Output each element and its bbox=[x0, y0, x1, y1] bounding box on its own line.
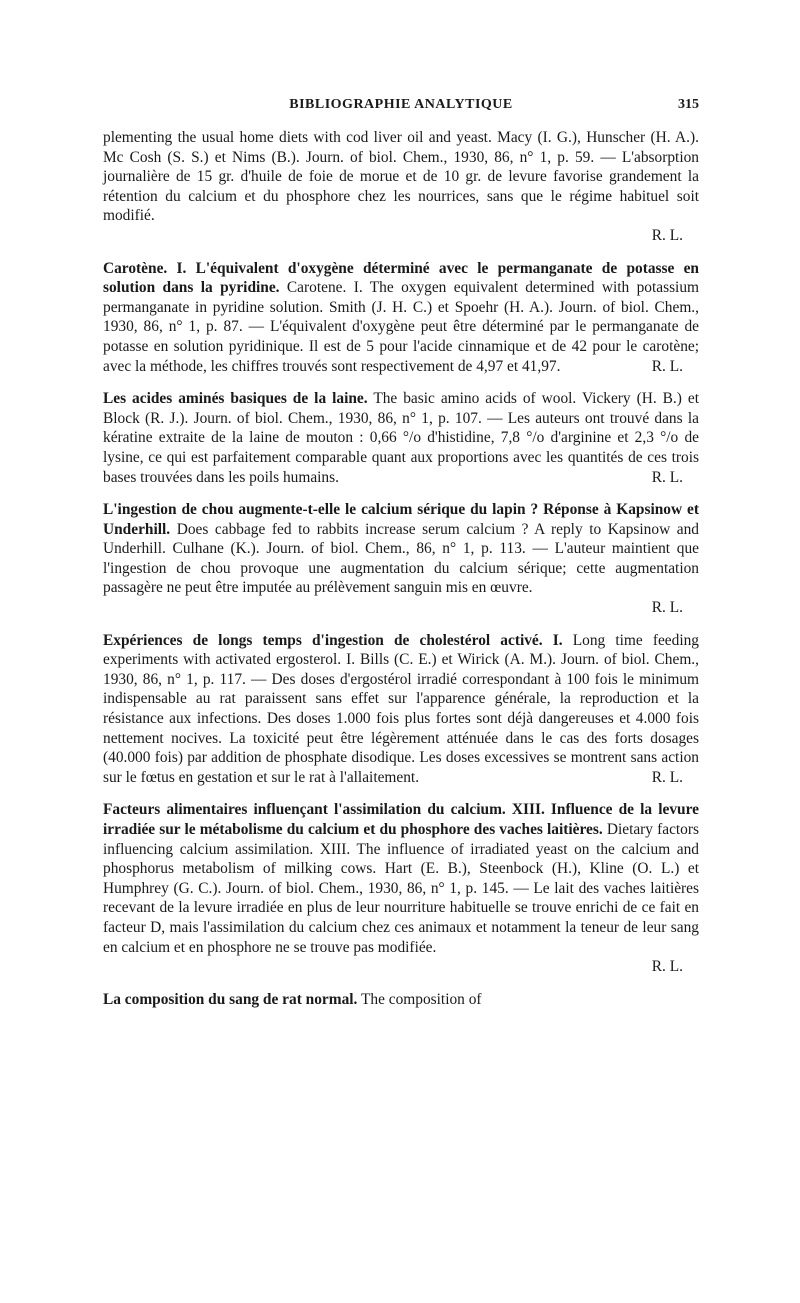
abstract-title: Les acides aminés basiques de la laine. bbox=[103, 390, 368, 408]
abstract-text bbox=[103, 631, 699, 788]
abstract-text bbox=[103, 128, 699, 226]
abstract-signature: R. L. bbox=[651, 226, 683, 244]
page-number: 315 bbox=[678, 97, 699, 112]
abstract-title: La composition du sang de rat normal. bbox=[103, 990, 358, 1008]
abstract-signature: R. L. bbox=[651, 468, 683, 486]
abstract-entry bbox=[103, 500, 699, 618]
abstract-signature: R. L. bbox=[651, 768, 683, 786]
abstract-entry bbox=[103, 800, 699, 976]
abstract-signature: R. L. bbox=[651, 958, 683, 976]
abstract-entry bbox=[103, 389, 699, 487]
abstract-entry bbox=[103, 631, 699, 788]
abstract-body: The composition of bbox=[360, 990, 482, 1008]
abstract-text bbox=[103, 259, 699, 377]
page-header bbox=[103, 95, 699, 119]
abstract-entry bbox=[103, 128, 699, 246]
abstract-title: Carotène. I. L'équivalent d'oxygène déterminé avec le permanganate de potasse en solution dans la pyridine. bbox=[103, 259, 699, 297]
abstract-entry bbox=[103, 990, 699, 1010]
page-body bbox=[103, 128, 699, 1022]
abstract-title: L'ingestion de chou augmente-t-elle le calcium sérique du lapin ? Réponse à Kapsinow et Underhill. bbox=[103, 501, 699, 538]
abstract-body: Dietary factors influencing calcium assimilation. XIII. The influence of irradiated yeast on the calcium and phosphorus metabolism of milking cows. Hart (E. B.), Steenbock (H.), Kline (O. L.) et Humphrey (G. C.). Journ. of biol. Chem., 1930, 86, n° 1, p. 145. — Le lait des vaches laitières recevant de la levure irradiée en plus de leur nourriture habituelle se trouve enrichi de ce fait en facteur D, mais l'assimilation du calcium chez ces animaux et notamment la teneur de leur sang en calcium et en phosphore ne se trouve pas modifiée. bbox=[103, 821, 699, 956]
abstract-body: Carotene. I. The oxygen equivalent determined with potassium permanganate in pyridine solution. Smith (J. H. C.) et Spoehr (H. A.). Journ. of biol. Chem., 1930, 86, n° 1, p. 87. — L'équivalent d'oxygène peut être déterminé par le permanganate de potasse en solution pyridinique. Il est de 5 pour l'acide cinnamique et de 42 pour le carotène; avec la méthode, les chiffres trouvés sont respectivement de 4,97 et 41,97. bbox=[103, 279, 700, 375]
abstract-body: The basic amino acids of wool. Vickery (H. B.) et Block (R. J.). Journ. of biol. Chem., 1930, 86, n° 1, p. 107. — Les auteurs ont trouvé dans la kératine extraite de la laine de mouton : 0,66 °/o d'histidine, 7,8 °/o d'arginine et 2,3 °/o de lysine, ce qui est parfaitement comparable quant aux proportions avec les quantités de ces trois bases trouvées dans les poils humains. bbox=[103, 390, 699, 486]
abstract-text bbox=[103, 389, 699, 487]
abstract-title: Expériences de longs temps d'ingestion de cholestérol activé. I. bbox=[103, 631, 563, 649]
abstract-entry bbox=[103, 259, 699, 377]
abstract-text bbox=[103, 990, 699, 1010]
running-head: BIBLIOGRAPHIE ANALYTIQUE bbox=[289, 97, 513, 112]
abstract-body: Long time feeding experiments with activated ergosterol. I. Bills (C. E.) et Wirick (A. M.). Journ. of biol. Chem., 1930, 86, n° 1, p. 117. — Des doses d'ergostérol irradié correspondant à 100 fois le minimum indispensable au rat paraissent sans effet sur l'apparence générale, la reproduction et la résistance aux infections. Des doses 1.000 fois plus fortes sont déjà dangereuses et 4.000 fois nettement nocives. La toxicité peut être légèrement atténuée dans le cas des forts dosages (40.000 fois) par addition de phosphate disodique. Les doses excessives se montrent sans action sur le fœtus en gestation et sur le rat à l'allaitement. bbox=[103, 631, 700, 786]
abstract-text bbox=[103, 800, 699, 957]
abstract-title: Facteurs alimentaires influençant l'assimilation du calcium. XIII. Influence de la levure irradiée sur le métabolisme du calcium et du phosphore des vaches laitières. bbox=[103, 801, 699, 838]
abstract-body: plementing the usual home diets with cod liver oil and yeast. Macy (I. G.), Hunscher (H. A.). Mc Cosh (S. S.) et Nims (B.). Journ. of biol. Chem., 1930, 86, n° 1, p. 59. — L'absorption journalière de 15 gr. d'huile de foie de morue et de 10 gr. de levure favorise grandement la rétention du calcium et du phosphore chez les nourrices, sans que le régime habituel soit modifié. bbox=[103, 129, 699, 225]
abstract-text bbox=[103, 500, 699, 598]
abstract-body: Does cabbage fed to rabbits increase serum calcium ? A reply to Kapsinow and Underhill. Culhane (K.). Journ. of biol. Chem., 86, n° 1, p. 113. — L'auteur maintient que l'ingestion de chou provoque une augmentation du calcium sérique; cette augmentation passagère ne peut être imputée au prélèvement sanguin mis en œuvre. bbox=[103, 520, 699, 597]
abstract-signature: R. L. bbox=[651, 357, 683, 375]
abstract-signature: R. L. bbox=[651, 599, 683, 617]
